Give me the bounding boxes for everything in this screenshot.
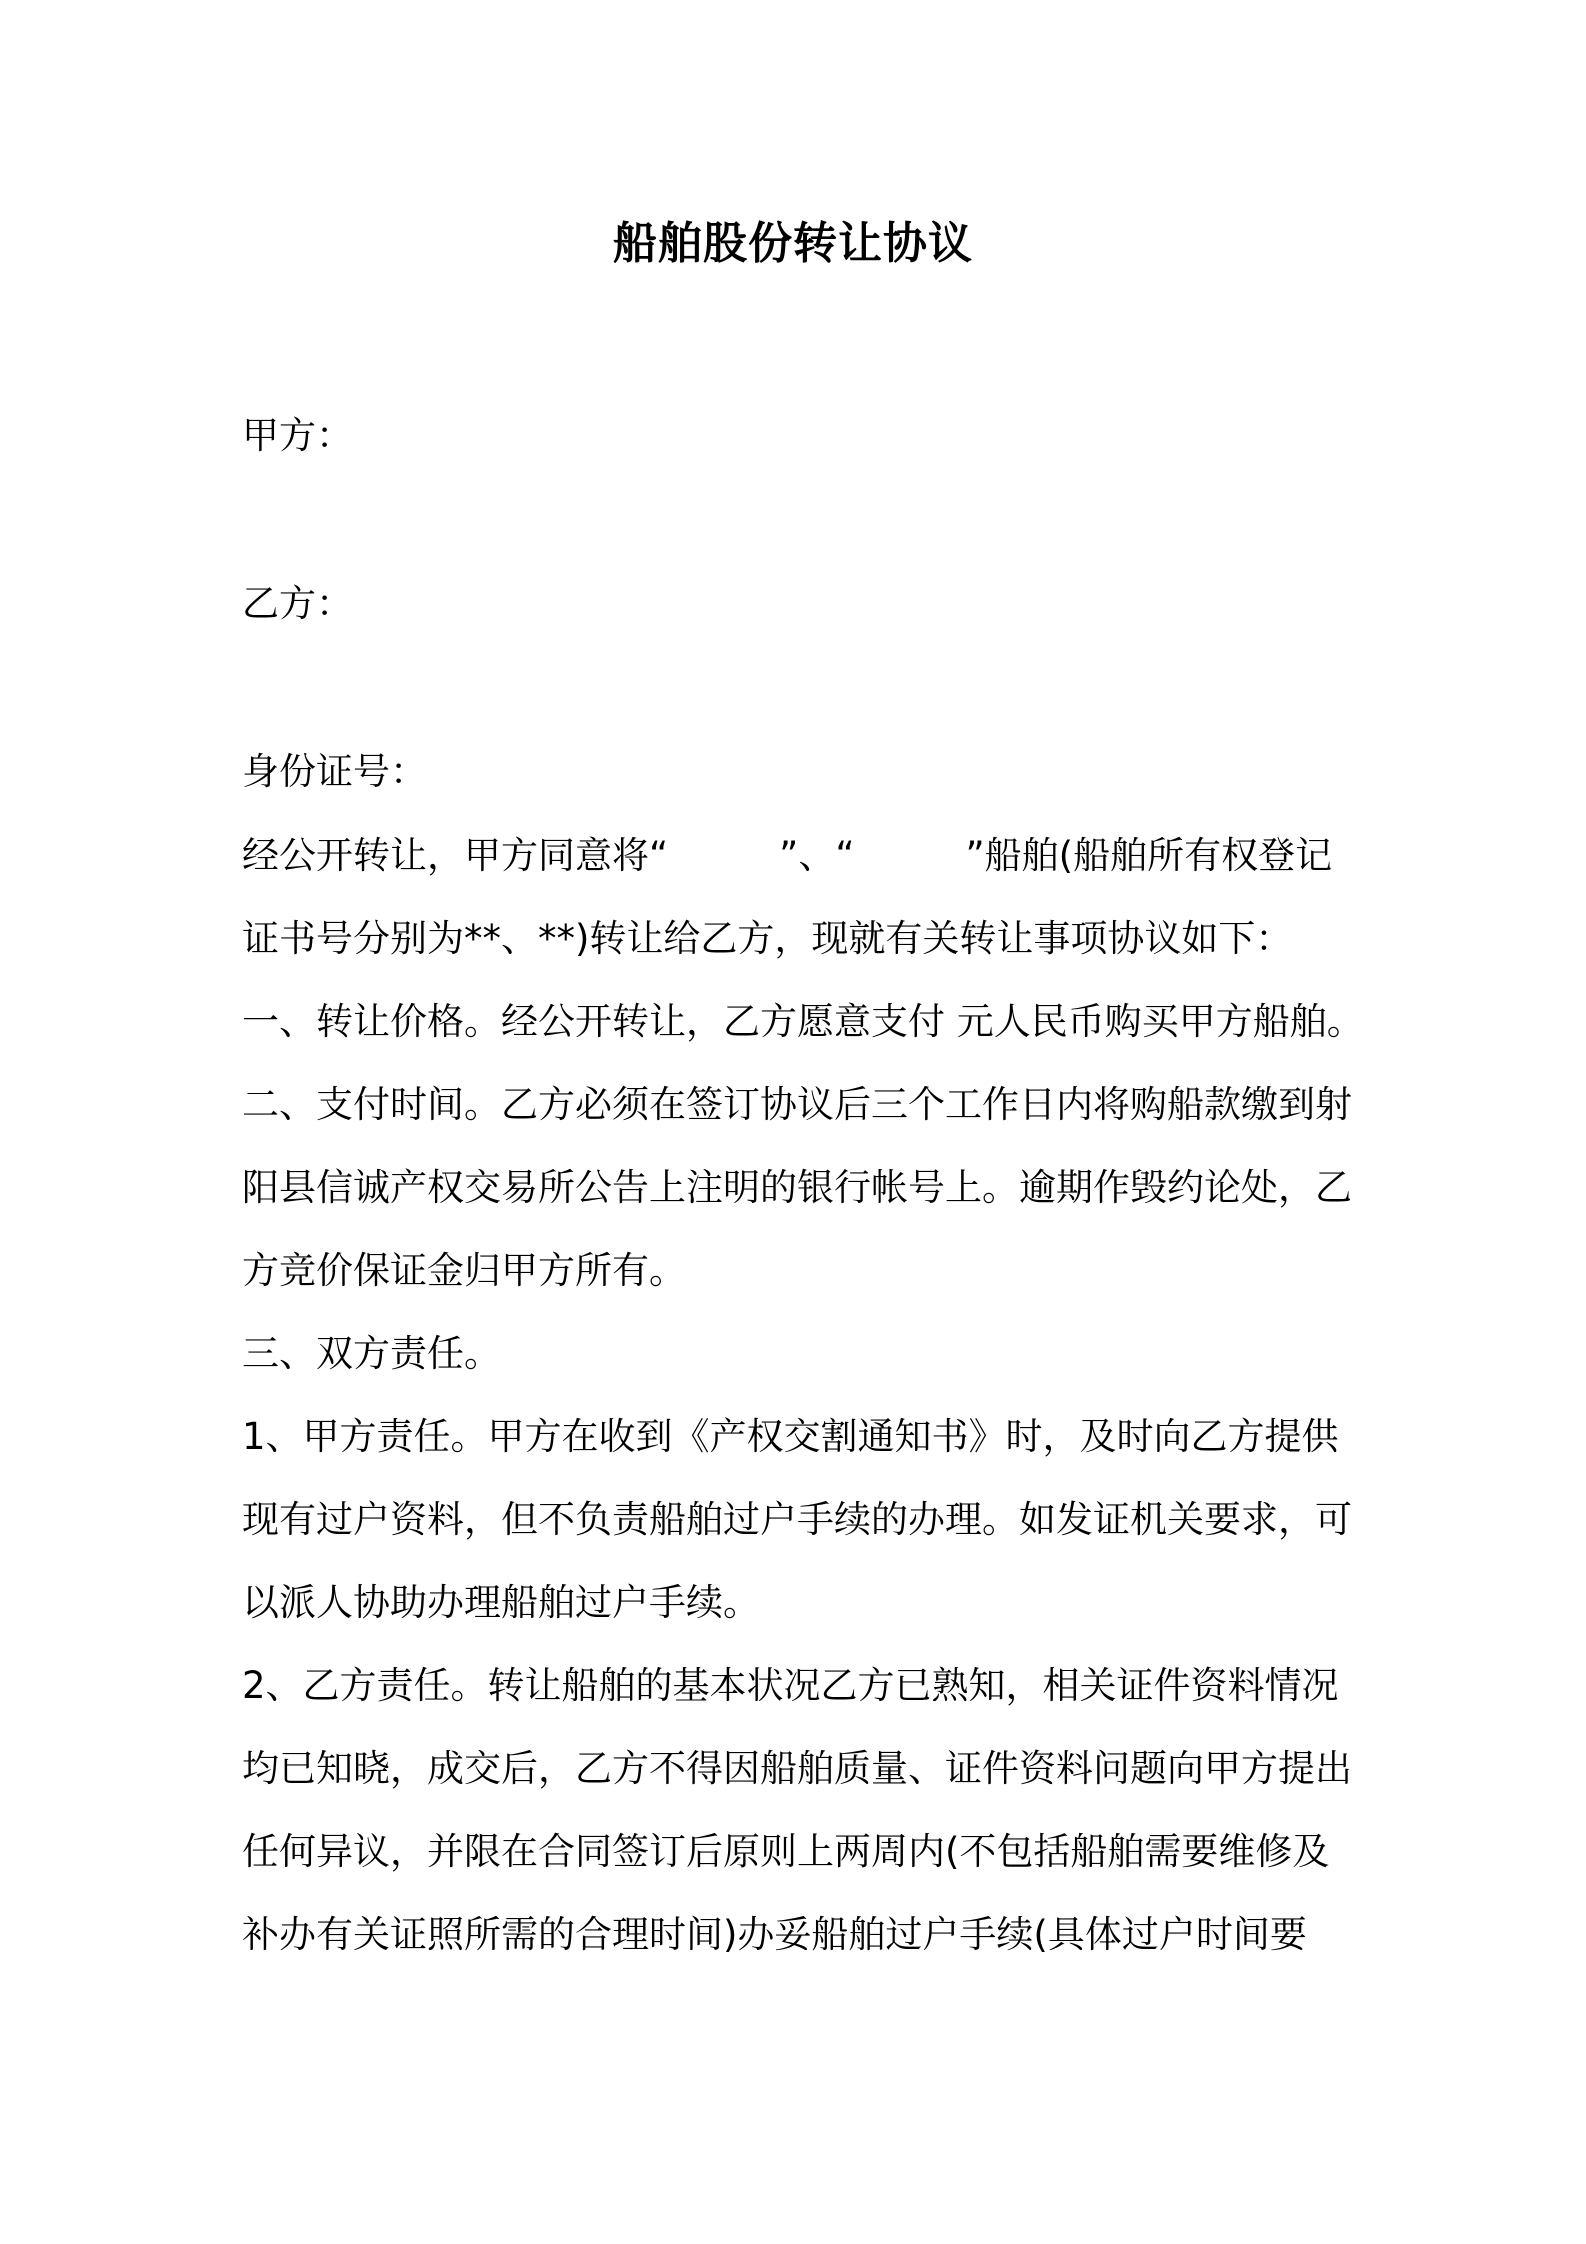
party-b-label: 乙方： — [242, 582, 353, 625]
body-line: 现有过户资料，但不负责船舶过户手续的办理。如发证机关要求，可 — [242, 1498, 1352, 1541]
body-line: 方竞价保证金归甲方所有。 — [242, 1249, 686, 1292]
body-line: 2、乙方责任。转让船舶的基本状况乙方已熟知，相关证件资料情况 — [242, 1664, 1339, 1707]
body-line: 任何异议，并限在合同签订后原则上两周内(不包括船舶需要维修及 — [242, 1830, 1330, 1873]
section-heading: 三、双方责任。 — [242, 1332, 501, 1375]
party-a-label: 甲方： — [242, 414, 353, 457]
body-line: 经公开转让，甲方同意将“ ”、“ ”船舶(船舶所有权登记 — [242, 834, 1333, 877]
body-line: 阳县信诚产权交易所公告上注明的银行帐号上。逾期作毁约论处，乙 — [242, 1166, 1352, 1209]
body-line: 证书号分别为**、**)转让给乙方，现就有关转让事项协议如下： — [242, 917, 1293, 960]
document-title: 船舶股份转让协议 — [613, 218, 973, 269]
body-line: 1、甲方责任。甲方在收到《产权交割通知书》时，及时向乙方提供 — [242, 1415, 1339, 1458]
body-line: 一、转让价格。经公开转让，乙方愿意支付 元人民币购买甲方船舶。 — [242, 1000, 1364, 1043]
body-line: 补办有关证照所需的合理时间)办妥船舶过户手续(具体过户时间要 — [242, 1913, 1307, 1956]
body-line: 均已知晓，成交后，乙方不得因船舶质量、证件资料问题向甲方提出 — [242, 1747, 1352, 1790]
id-number-label: 身份证号： — [242, 750, 427, 793]
body-line: 二、支付时间。乙方必须在签订协议后三个工作日内将购船款缴到射 — [242, 1083, 1352, 1126]
body-line: 以派人协助办理船舶过户手续。 — [242, 1581, 760, 1624]
